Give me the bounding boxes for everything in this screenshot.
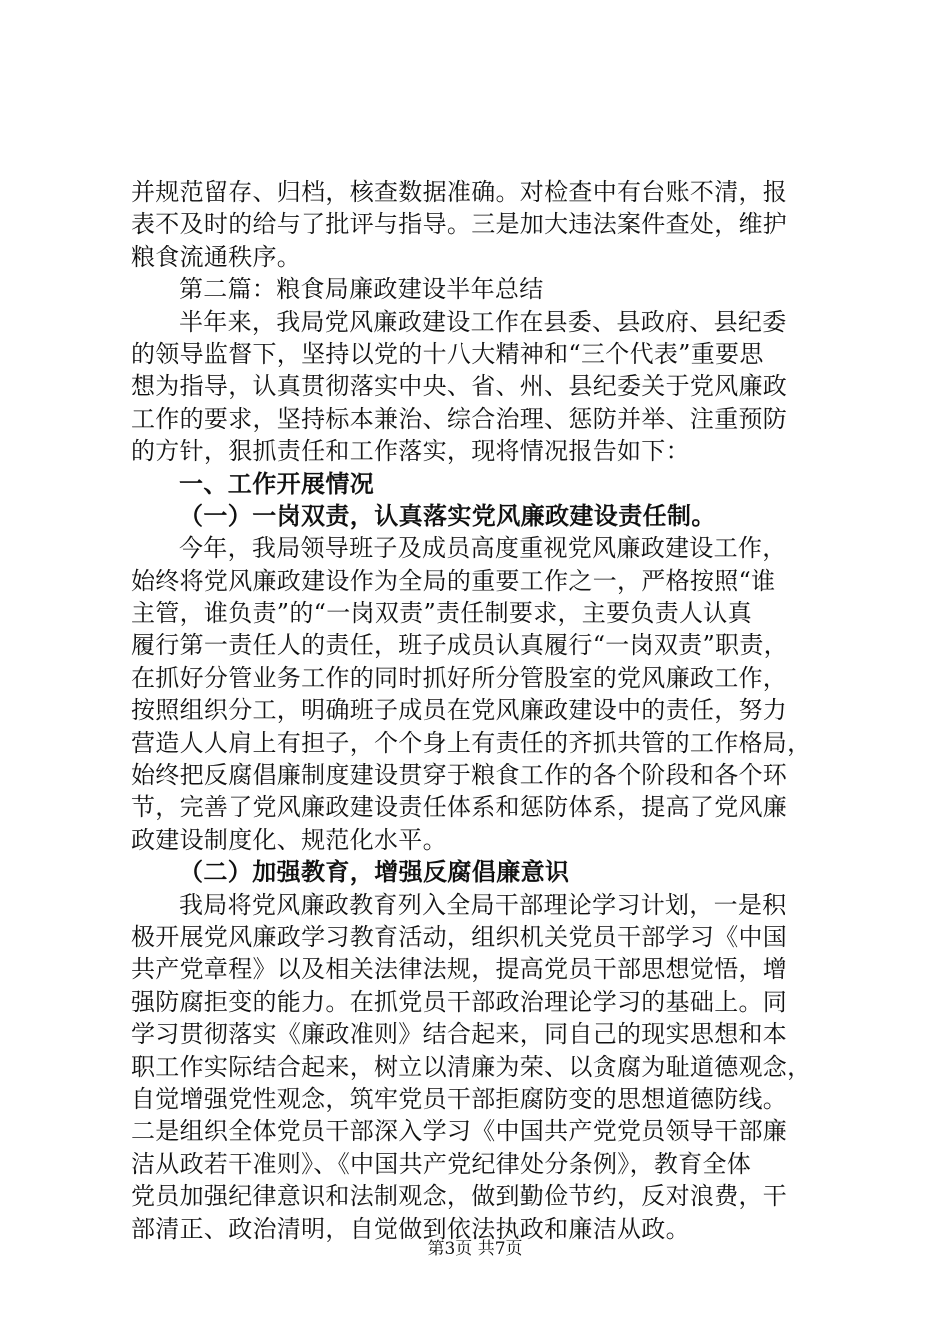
heading-1: 一、工作开展情况	[179, 469, 375, 498]
text-line: 部清正、政治清明，自觉做到依法执政和廉洁从政。	[131, 1214, 690, 1243]
text-line: 履行第一责任人的责任，班子成员认真履行“一岗双责”职责，	[131, 631, 788, 660]
text-line: 节，完善了党风廉政建设责任体系和惩防体系，提高了党风廉	[131, 793, 788, 822]
text-line: 学习贯彻落实《廉政准则》结合起来，同自己的现实思想和本	[131, 1020, 788, 1049]
text-line: 强防腐拒变的能力。在抓党员干部政治理论学习的基础上。同	[131, 987, 788, 1016]
text-line: 按照组织分工，明确班子成员在党风廉政建设中的责任，努力	[131, 696, 788, 725]
text-line: 的领导监督下，坚持以党的十八大精神和“三个代表”重要思	[131, 339, 764, 368]
text-line: 自觉增强党性观念，筑牢党员干部拒腐防变的思想道德防线。	[131, 1084, 788, 1113]
text-line: 想为指导，认真贯彻落实中央、省、州、县纪委关于党风廉政	[131, 372, 788, 401]
text-line: 营造人人肩上有担子，个个身上有责任的齐抓共管的工作格局，	[131, 728, 812, 757]
text-line: 半年来，我局党风廉政建设工作在县委、县政府、县纪委	[179, 307, 787, 336]
text-line: 我局将党风廉政教育列入全局干部理论学习计划，一是积	[179, 890, 787, 919]
text-line: 并规范留存、归档，核查数据准确。对检查中有台账不清，报	[131, 178, 788, 206]
heading-2: （一）一岗双责，认真落实党风廉政建设责任制。	[179, 501, 716, 530]
text-line: 今年，我局领导班子及成员高度重视党风廉政建设工作，	[179, 534, 787, 563]
heading-2: （二）加强教育，增强反腐倡廉意识	[179, 858, 570, 887]
text-line: 二是组织全体党员干部深入学习《中国共产党党员领导干部廉	[131, 1117, 788, 1146]
text-line: 职工作实际结合起来，树立以清廉为荣、以贪腐为耻道德观念，	[131, 1052, 812, 1081]
text-line: 洁从政若干准则》、《中国共产党纪律处分条例》，教育全体	[131, 1149, 752, 1178]
text-line: 极开展党风廉政学习教育活动，组织机关党员干部学习《中国	[131, 922, 788, 951]
page-footer: 第3页 共7页	[427, 1239, 523, 1259]
text-line: 政建设制度化、规范化水平。	[131, 825, 447, 854]
text-line: 共产党章程》以及相关法律法规，提高党员干部思想觉悟，增	[131, 955, 788, 984]
text-line: 主管，谁负责”的“一岗双责”责任制要求，主要负责人认真	[131, 599, 752, 628]
text-line: 工作的要求，坚持标本兼治、综合治理、惩防并举、注重预防	[131, 404, 788, 433]
document-body	[131, 176, 831, 1245]
text-line: 始终把反腐倡廉制度建设贯穿于粮食工作的各个阶段和各个环	[131, 761, 788, 790]
text-line: 的方针，狠抓责任和工作落实，现将情况报告如下：	[131, 437, 690, 466]
text-line: 始终将党风廉政建设作为全局的重要工作之一，严格按照“谁	[131, 566, 776, 595]
text-line: 粮食流通秩序。	[131, 242, 302, 271]
text-line: 党员加强纪律意识和法制观念，做到勤俭节约，反对浪费，干	[131, 1182, 788, 1211]
text-line: 表不及时的给与了批评与指导。三是加大违法案件查处，维护	[131, 210, 788, 239]
text-line: 在抓好分管业务工作的同时抓好所分管股室的党风廉政工作，	[131, 663, 788, 692]
section-title: 第二篇：粮食局廉政建设半年总结	[179, 275, 544, 304]
